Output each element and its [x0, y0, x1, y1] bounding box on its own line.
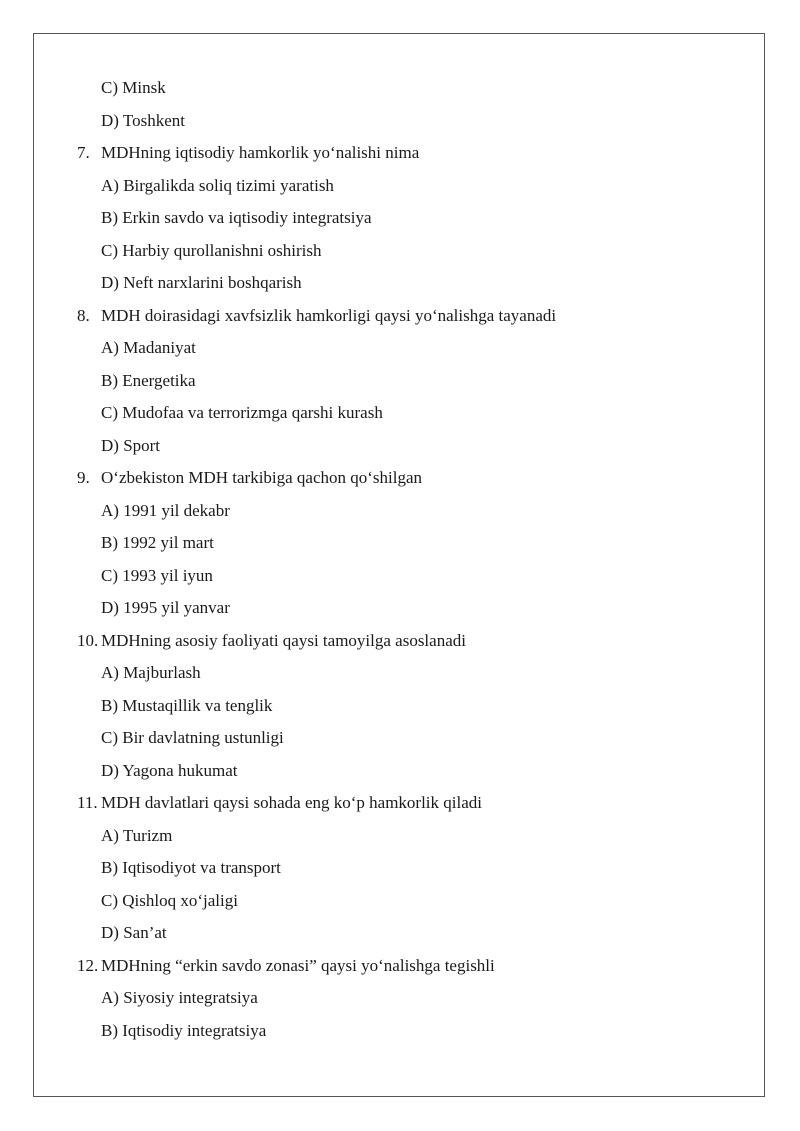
question-number: 9. — [77, 468, 90, 487]
option-line: C) 1993 yil iyun — [101, 565, 213, 585]
option-line: C) Minsk — [101, 78, 166, 97]
question-12 — [0, 950, 800, 983]
option-line: D) Neft narxlarini boshqarish — [101, 273, 302, 292]
question-text: MDH doirasidagi xavfsizlik hamkorligi qaysi yo‘nalishga tayanadi — [101, 305, 557, 325]
option-line: A) Siyosiy integratsiya — [101, 988, 258, 1007]
question-text: MDH davlatlari qaysi sohada eng ko‘p hamkorlik qiladi — [101, 793, 482, 812]
option-line: A) 1991 yil dekabr — [101, 500, 230, 520]
option-line: D) San’at — [101, 923, 167, 942]
option-line: C) Qishloq xo‘jaligi — [101, 890, 238, 910]
option-line: B) Energetika — [101, 370, 196, 390]
question-11 — [0, 787, 800, 820]
question-text: MDHning iqtisodiy hamkorlik yo‘nalishi nima — [101, 143, 420, 162]
option-line: B) Mustaqillik va tenglik — [101, 695, 273, 715]
option-line: D) Yagona hukumat — [101, 760, 238, 780]
question-number: 12. — [77, 955, 99, 975]
question-number: 8. — [77, 305, 90, 325]
option-line: A) Birgalikda soliq tizimi yaratish — [101, 175, 334, 195]
question-text: MDHning “erkin savdo zonasi” qaysi yo‘nalishga tegishli — [101, 955, 495, 975]
option-line: C) Harbiy qurollanishni oshirish — [101, 240, 322, 260]
option-line: B) Erkin savdo va iqtisodiy integratsiya — [101, 208, 372, 227]
option-line: D) Sport — [101, 435, 161, 455]
question-number: 10. — [77, 630, 99, 650]
document-body — [0, 72, 800, 1047]
option-line: B) Iqtisodiyot va transport — [101, 858, 281, 877]
option-line: A) Madaniyat — [101, 338, 196, 357]
option-line: C) Mudofaa va terrorizmga qarshi kurash — [101, 403, 383, 422]
option-line: A) Turizm — [101, 825, 173, 845]
question-8 — [0, 300, 800, 333]
option-line: D) 1995 yil yanvar — [101, 598, 230, 617]
question-9 — [0, 462, 800, 495]
question-text: MDHning asosiy faoliyati qaysi tamoyilga asoslanadi — [101, 630, 466, 650]
question-text: O‘zbekiston MDH tarkibiga qachon qo‘shilgan — [101, 468, 423, 487]
question-number: 11. — [77, 793, 98, 812]
question-7 — [0, 137, 800, 170]
option-line: B) Iqtisodiy integratsiya — [101, 1020, 267, 1040]
question-number: 7. — [77, 143, 90, 162]
option-line: B) 1992 yil mart — [101, 533, 214, 552]
question-10 — [0, 625, 800, 658]
option-line: D) Toshkent — [101, 110, 185, 130]
option-line: A) Majburlash — [101, 663, 201, 682]
option-line: C) Bir davlatning ustunligi — [101, 728, 284, 747]
